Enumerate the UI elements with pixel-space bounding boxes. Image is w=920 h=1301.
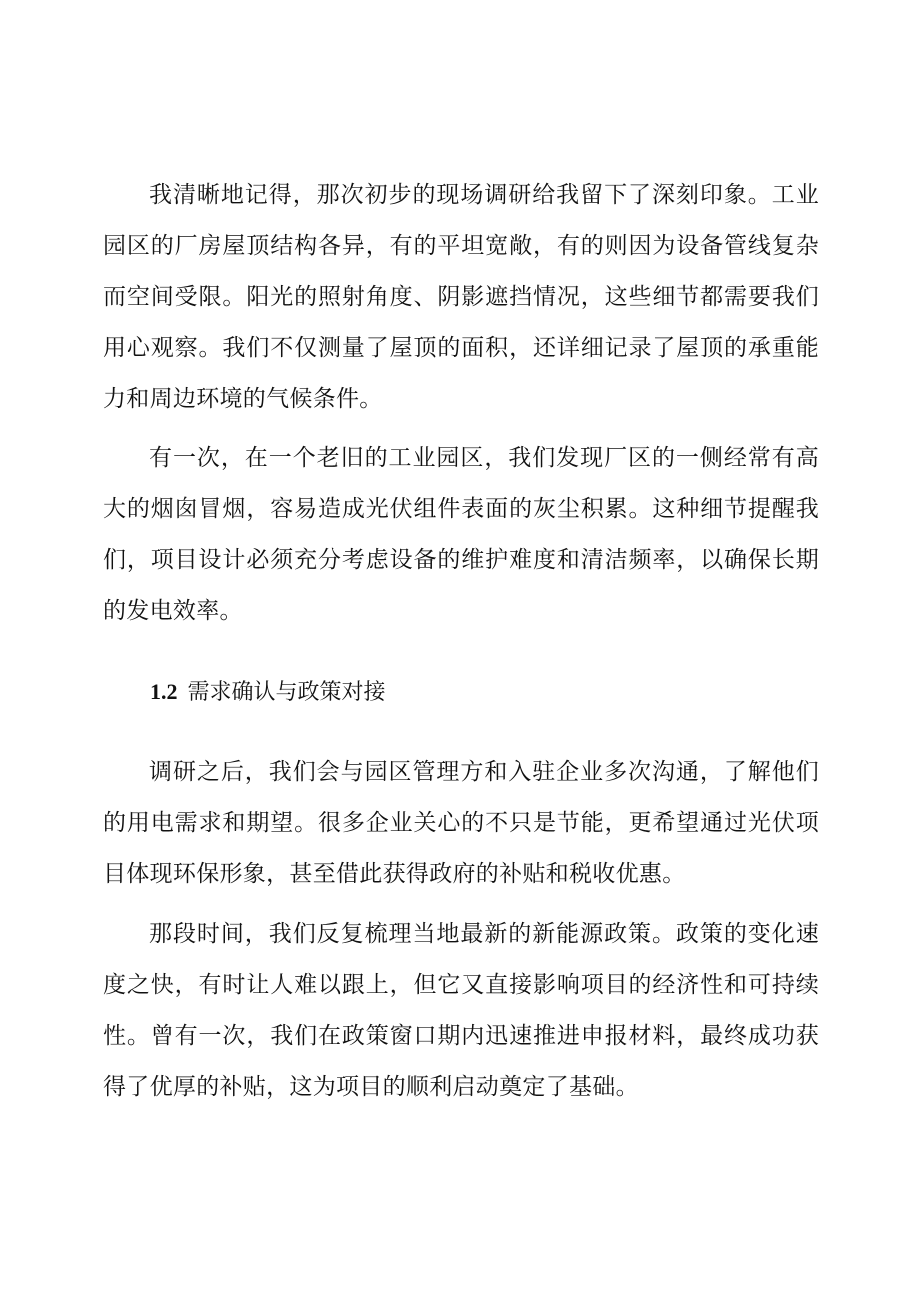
body-paragraph: 有一次，在一个老旧的工业园区，我们发现厂区的一侧经常有高大的烟囱冒烟，容易造成光伏组件表面的灰尘积累。这种细节提醒我们，项目设计必须充分考虑设备的维护难度和清洁频率，以确保长期的发电效率。	[103, 445, 819, 624]
body-paragraph: 我清晰地记得，那次初步的现场调研给我留下了深刻印象。工业园区的厂房屋顶结构各异，有的平坦宽敞，有的则因为设备管线复杂而空间受限。阳光的照射角度、阴影遮挡情况，这些细节都需要我们用心观察。我们不仅测量了屋顶的面积，还详细记录了屋顶的承重能力和周边环境的气候条件。	[103, 182, 819, 412]
section-heading	[150, 670, 386, 715]
body-paragraph: 那段时间，我们反复梳理当地最新的新能源政策。政策的变化速度之快，有时让人难以跟上，但它又直接影响项目的经济性和可持续性。曾有一次，我们在政策窗口期内迅速推进申报材料，最终成功获得了优厚的补贴，这为项目的顺利启动奠定了基础。	[103, 921, 819, 1100]
section-number: 1.2	[150, 679, 178, 704]
body-paragraph: 调研之后，我们会与园区管理方和入驻企业多次沟通，了解他们的用电需求和期望。很多企业关心的不只是节能，更希望通过光伏项目体现环保形象，甚至借此获得政府的补贴和税收优惠。	[103, 759, 819, 887]
section-title: 需求确认与政策对接	[187, 680, 386, 705]
